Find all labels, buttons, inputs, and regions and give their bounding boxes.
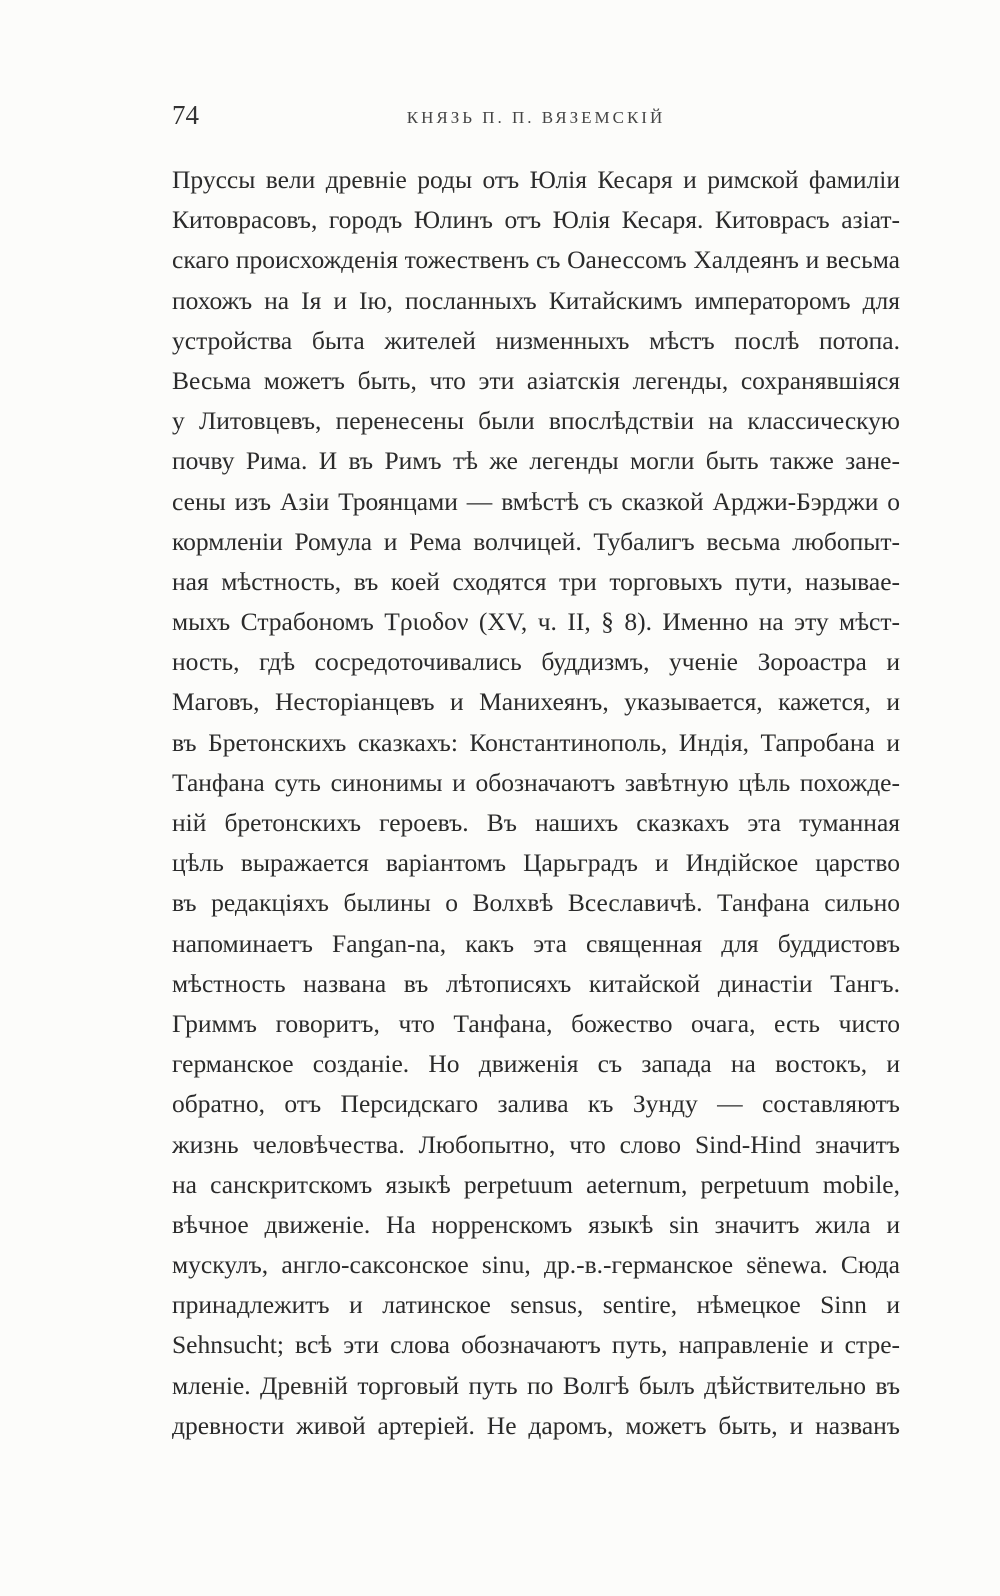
running-head: КНЯЗЬ П. П. ВЯЗЕМСКІЙ [406, 108, 666, 127]
text-line: Китоврасовъ, городъ Юлинъ отъ Юлія Кесаря. Китоврасъ азіат- [172, 205, 900, 235]
text-line: Sehnsucht; всѣ эти слова обозначаютъ путь, направленіе и стре- [172, 1330, 900, 1360]
text-line: вѣчное движеніе. На норренскомъ языкѣ sin значитъ жила и [172, 1209, 900, 1239]
text-line: мѣстность названа въ лѣтописяхъ китайской династіи Тангъ. [172, 968, 900, 998]
text-line: скаго происхожденія тожественъ съ Оанессомъ Халдеянъ и весьма [172, 245, 900, 275]
text-line: ность, гдѣ сосредоточивались буддизмъ, ученіе Зороастра и [172, 647, 900, 677]
text-line: германское созданіе. Но движенія съ запада на востокъ, и [172, 1049, 900, 1079]
text-line: Пруссы вели древніе роды отъ Юлія Кесаря и римской фамиліи [172, 165, 900, 194]
text-line: древности живой артеріей. Не даромъ, можетъ быть, и названъ [172, 1410, 900, 1440]
text-line: мленіе. Древній торговый путь по Волгѣ былъ дѣйствительно въ [172, 1370, 900, 1400]
text-line: мускулъ, англо-саксонское sinu, др.-в.-германское sënewa. Сюда [172, 1250, 900, 1280]
body-text [172, 160, 900, 1446]
text-line: ная мѣстность, въ коей сходятся три торговыхъ пути, называе- [172, 566, 900, 596]
text-line: мыхъ Страбономъ Τριοδον (XV, ч. II, § 8). Именно на эту мѣст- [172, 607, 900, 637]
text-line: Весьма можетъ быть, что эти азіатскія легенды, сохранявшіяся [172, 365, 900, 395]
text-line: напоминаетъ Fangan-na, какъ эта священная для буддистовъ [172, 928, 900, 958]
text-line: кормленіи Ромула и Рема волчицей. Тубалигъ весьма любопыт- [172, 526, 900, 556]
text-line: почву Рима. И въ Римъ тѣ же легенды могли быть также зане- [172, 446, 900, 476]
text-line: въ редакціяхъ былины о Волхвѣ Всеславичѣ. Танфана сильно [172, 888, 900, 918]
text-line: цѣль выражается варіантомъ Царьградъ и Индійское царство [172, 848, 900, 878]
text-line: ній бретонскихъ героевъ. Въ нашихъ сказкахъ эта туманная [172, 808, 900, 837]
page-header [172, 100, 900, 140]
text-line: устройства быта жителей низменныхъ мѣстъ послѣ потопа. [172, 325, 900, 355]
text-line: на санскритскомъ языкѣ perpetuum aeternum, perpetuum mobile, [172, 1169, 900, 1199]
text-line: въ Бретонскихъ сказкахъ: Константинополь, Индія, Тапробана и [172, 727, 900, 757]
text-line: похожъ на Ія и Ію, посланныхъ Китайскимъ императоромъ для [172, 285, 900, 315]
text-line: сены изъ Азіи Троянцами — вмѣстѣ съ сказкой Арджи-Бэрджи о [172, 486, 900, 516]
text-line: Танфана суть синонимы и обозначаютъ завѣтную цѣль похожде- [172, 767, 900, 797]
text-line: жизнь человѣчества. Любопытно, что слово Sind-Hind значитъ [172, 1129, 900, 1159]
text-line: Маговъ, Несторіанцевъ и Манихеянъ, указывается, кажется, и [172, 687, 900, 717]
text-line: обратно, отъ Персидскаго залива къ Зунду — составляютъ [172, 1089, 900, 1119]
text-line: Гриммъ говоритъ, что Танфана, божество очага, есть чисто [172, 1008, 900, 1038]
page-number: 74 [172, 100, 199, 130]
text-line: у Литовцевъ, перенесены были впослѣдствіи на классическую [172, 406, 900, 436]
text-line: принадлежитъ и латинское sensus, sentire, нѣмецкое Sinn и [172, 1290, 900, 1320]
